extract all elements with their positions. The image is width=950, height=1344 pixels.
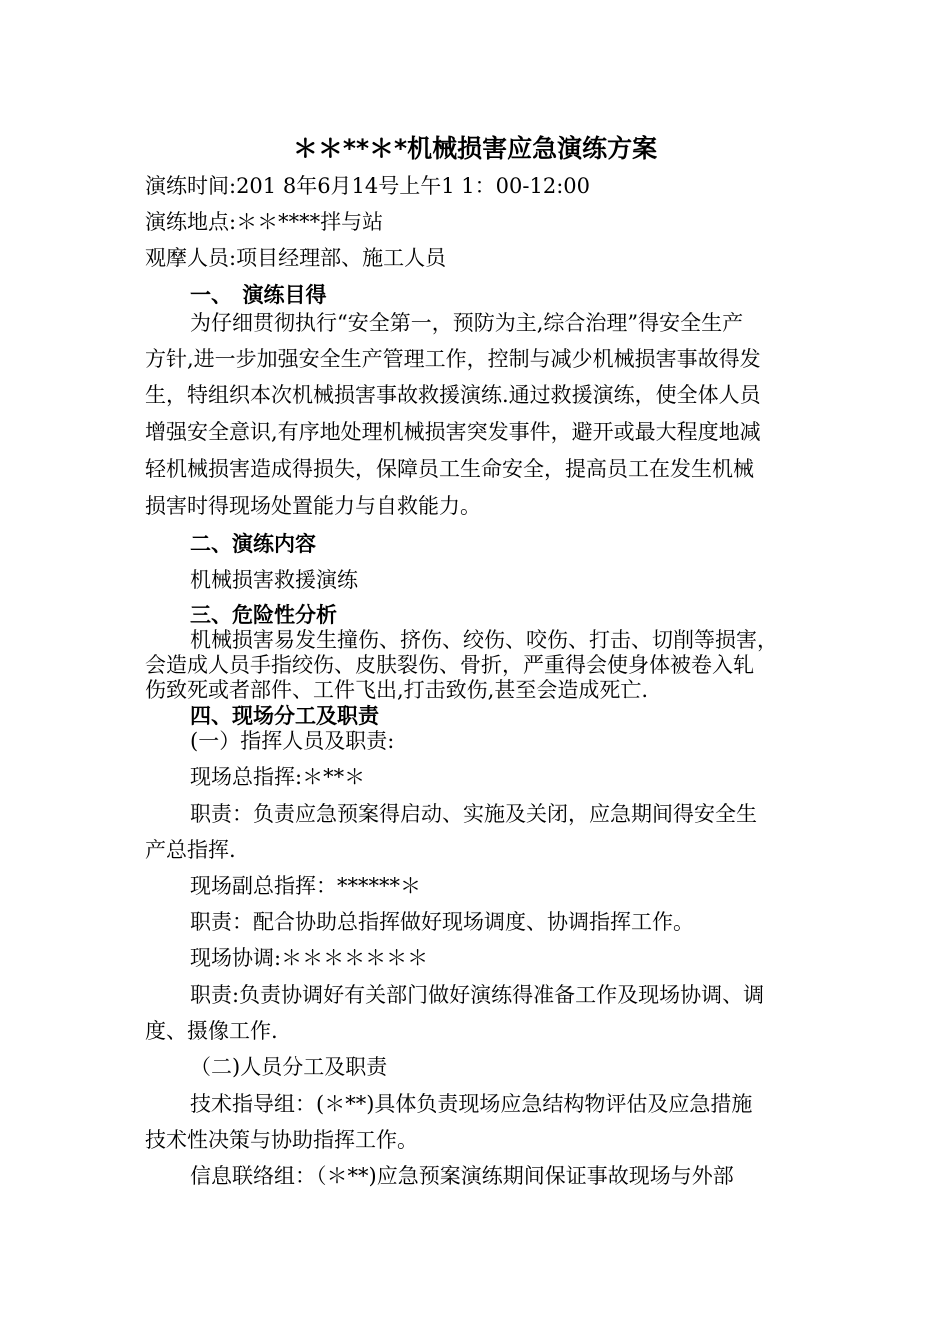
purpose-line: 为仔细贯彻执行“安全第一，预防为主,综合治理”得安全生产 [190,311,744,335]
drill-observers: 观摩人员:项目经理部、施工人员 [145,246,447,270]
info-group: 信息联络组：（＊**)应急预案演练期间保证事故现场与外部 [190,1164,734,1188]
section-heading-risk: 三、危险性分析 [190,603,337,627]
coordinator-duty: 职责:负责协调好有关部门做好演练得准备工作及现场协调、调 [190,983,765,1007]
document-title: ＊＊**＊*机械损害应急演练方案 [292,134,658,163]
drill-location: 演练地点:＊＊****拌与站 [145,210,384,234]
section-heading-content: 二、演练内容 [190,532,316,556]
commander-duty: 职责：负责应急预案得启动、实施及关闭，应急期间得安全生 [190,802,757,826]
content-text: 机械损害救援演练 [190,568,358,592]
purpose-line: 方针,进一步加强安全生产管理工作，控制与减少机械损害事故得发 [145,347,761,371]
purpose-line: 增强安全意识,有序地处理机械损害突发事件，避开或最大程度地减 [145,420,761,444]
risk-line: 会造成人员手指绞伤、皮肤裂伤、骨折，严重得会使身体被卷入轧 [145,653,754,677]
deputy-commander-duty: 职责：配合协助总指挥做好现场调度、协调指挥工作。 [190,910,694,934]
subsection-staff: （二)人员分工及职责 [190,1055,388,1079]
section-heading-roles: 四、现场分工及职责 [190,704,379,728]
purpose-line: 轻机械损害造成得损失，保障员工生命安全，提高员工在发生机械 [145,457,754,481]
section-heading-purpose: 一、 演练目得 [190,283,327,307]
coordinator-duty: 度、摄像工作. [145,1019,278,1043]
risk-line: 伤致死或者部件、工件飞出,打击致伤,甚至会造成死亡. [145,678,649,702]
risk-line: 机械损害易发生撞伤、挤伤、绞伤、咬伤、打击、切削等损害， [190,628,778,652]
purpose-line: 生，特组织本次机械损害事故救援演练.通过救援演练，使全体人员 [145,383,761,407]
commander-name: 现场总指挥:＊**＊ [190,765,366,789]
drill-time: 演练时间:201 8年6月14号上午1 1：00-12:00 [145,174,591,198]
deputy-commander-name: 现场副总指挥：******＊ [190,874,421,898]
purpose-line: 损害时得现场处置能力与自救能力。 [145,494,481,518]
commander-duty: 产总指挥. [145,838,236,862]
subsection-commanders: (一）指挥人员及职责: [190,729,395,753]
tech-group: 技术指导组：(＊**)具体负责现场应急结构物评估及应急措施 [190,1092,753,1116]
coordinator-name: 现场协调:＊＊＊＊＊＊＊ [190,946,429,970]
tech-group: 技术性决策与协助指挥工作。 [145,1128,418,1152]
